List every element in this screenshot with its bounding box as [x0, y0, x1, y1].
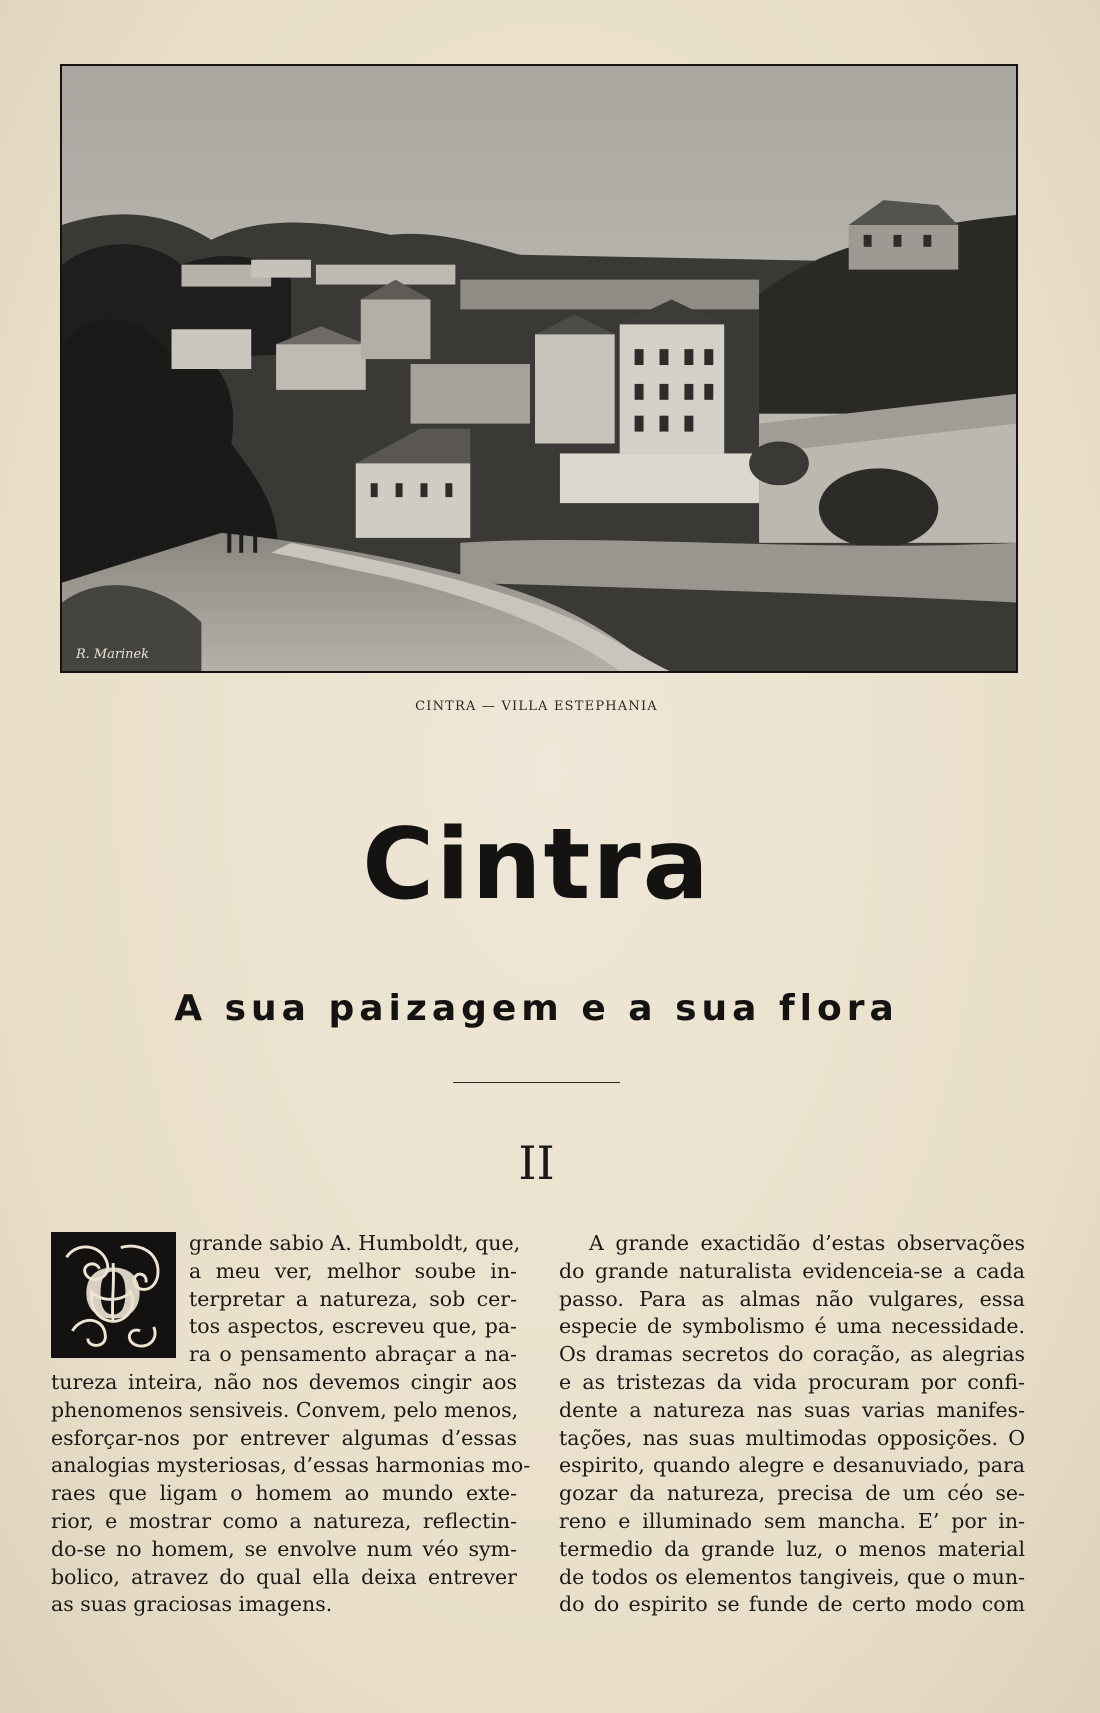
- text-line: A grande exactidão d’estas observações: [589, 1231, 1025, 1255]
- town-landscape-illustration: [62, 66, 1016, 671]
- title-divider: [453, 1082, 620, 1083]
- text-line: de todos os elementos tangiveis, que o mun-: [559, 1564, 1025, 1589]
- photo-caption: CINTRA — VILLA ESTEPHANIA: [415, 699, 658, 714]
- text-line: as suas graciosas imagens.: [51, 1592, 333, 1617]
- text-line: phenomenos sensiveis. Convem, pelo menos,: [51, 1397, 519, 1422]
- photograph-cintra-villa-estephania: [60, 64, 1018, 673]
- section-number: II: [518, 1136, 555, 1190]
- text-line: Os dramas secretos do coração, as alegrias: [559, 1342, 1025, 1367]
- text-line: e as tristezas da vida procuram por confi-: [559, 1369, 1025, 1394]
- text-line: gozar da natureza, precisa de um céo se-: [559, 1481, 1025, 1506]
- text-line: analogias mysteriosas, d’essas harmonias mo-: [51, 1453, 531, 1478]
- text-line: reno e illuminado sem mancha. E’ por in-: [559, 1508, 1025, 1533]
- text-line: terpretar a natureza, sob cer-: [189, 1286, 517, 1311]
- article-column-right: [559, 1230, 1025, 1619]
- text-line: rior, e mostrar como a natureza, reflectin-: [51, 1508, 517, 1533]
- text-line: bolico, atravez do qual ella deixa entrever: [51, 1564, 517, 1589]
- dropcap-letter: O: [83, 1253, 143, 1334]
- text-line: dente a natureza nas suas varias manifes-: [559, 1397, 1025, 1422]
- text-line: do grande naturalista evidenceia-se a cada: [559, 1258, 1025, 1283]
- article-title: Cintra: [362, 808, 711, 922]
- text-line: esforçar-nos por entrever algumas d’essas: [51, 1425, 517, 1450]
- text-line: do-se no homem, se envolve num véo sym-: [51, 1536, 517, 1561]
- text-line: grande sabio A. Humboldt, que,: [189, 1231, 521, 1255]
- text-line: tureza inteira, não nos devemos cingir aos: [51, 1369, 517, 1394]
- text-line: tos aspectos, escreveu que, pa-: [189, 1314, 517, 1339]
- text-line: a meu ver, melhor soube in-: [189, 1258, 517, 1283]
- text-line: termedio da grande luz, o menos material: [559, 1536, 1025, 1561]
- text-line: do do espirito se funde de certo modo com: [559, 1592, 1025, 1617]
- artist-signature: R. Marinek: [75, 647, 150, 663]
- article-column-left: [51, 1230, 531, 1619]
- text-line: especie de symbolismo é uma necessidade.: [559, 1314, 1025, 1339]
- text-line: espirito, quando alegre e desanuviado, para: [559, 1453, 1025, 1478]
- text-line: ra o pensamento abraçar a na-: [189, 1342, 517, 1367]
- text-line: tações, nas suas multimodas opposições. O: [559, 1425, 1025, 1450]
- article-subtitle: A sua paizagem e a sua flora: [174, 988, 899, 1029]
- text-line: raes que ligam o homem ao mundo exte-: [51, 1481, 517, 1506]
- text-line: passo. Para as almas não vulgares, essa: [559, 1286, 1025, 1311]
